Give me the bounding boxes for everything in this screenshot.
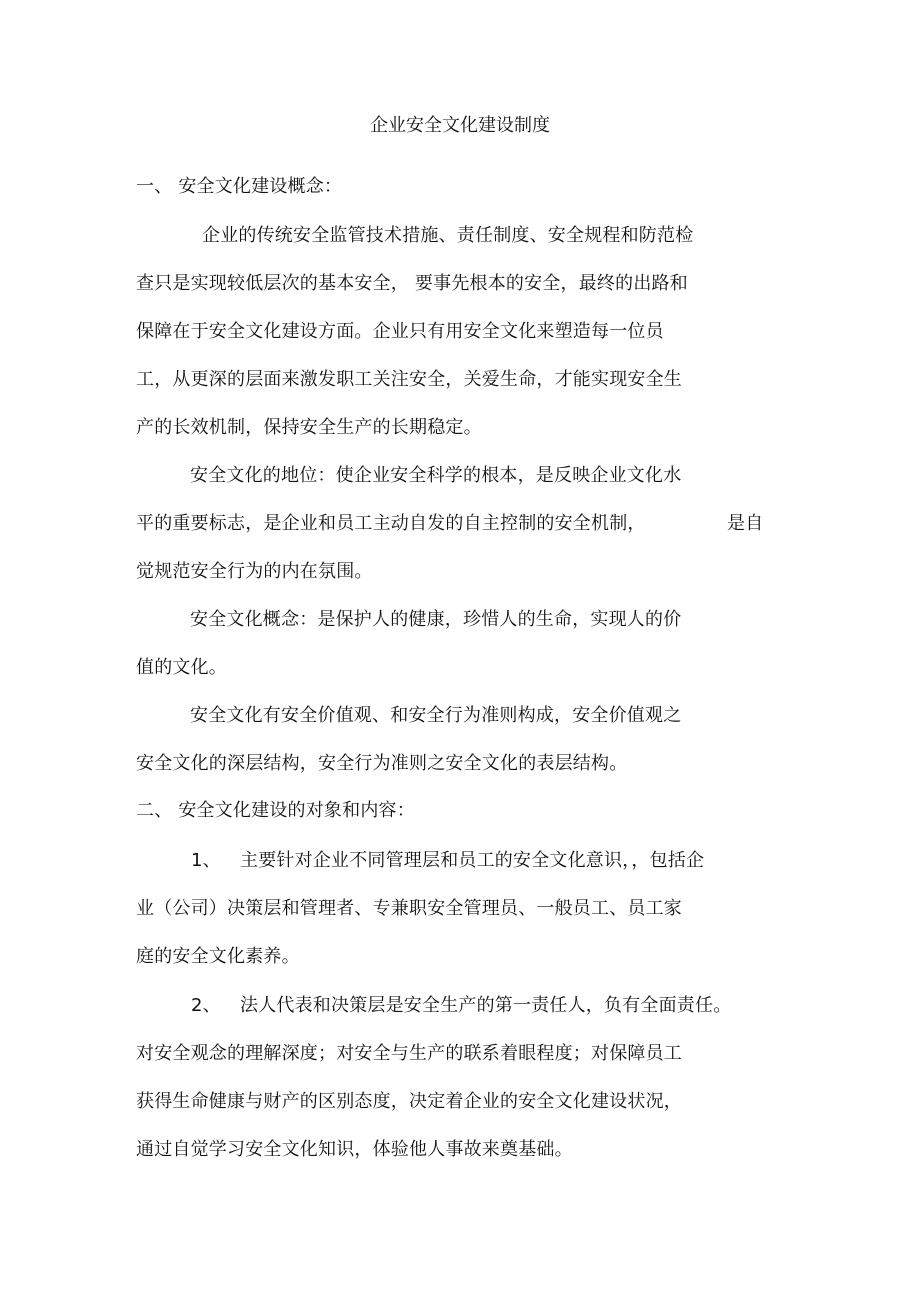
- paragraph-line: 主要针对企业不同管理层和员工的安全文化意识，，包括企: [240, 850, 705, 871]
- paragraph-line: 觉规范安全行为的内在氛围。: [136, 561, 373, 582]
- paragraph-line: 平的重要标志，是企业和员工主动自发的自主控制的安全机制，: [136, 513, 646, 534]
- paragraph-line: 对安全观念的理解深度；对安全与生产的联系着眼程度；对保障员工: [136, 1043, 682, 1064]
- paragraph-line: 查只是实现较低层次的基本安全， 要事先根本的安全，最终的出路和: [136, 273, 688, 294]
- paragraph-line-fragment: 是自: [727, 513, 764, 534]
- paragraph-line: 安全文化的深层结构，安全行为准则之安全文化的表层结构。: [136, 753, 628, 774]
- paragraph-line: 庭的安全文化素养。: [136, 946, 300, 967]
- paragraph-line: 产的长效机制，保持安全生产的长期稳定。: [136, 417, 482, 438]
- paragraph-line: 安全文化有安全价值观、和安全行为准则构成，安全价值观之: [190, 705, 682, 726]
- list-number: 1、: [191, 850, 221, 871]
- paragraph-line: 业（公司）决策层和管理者、专兼职安全管理员、一般员工、员工家: [136, 898, 682, 919]
- paragraph-line: 通过自觉学习安全文化知识，体验他人事故来奠基础。: [136, 1139, 573, 1160]
- paragraph-line: 保障在于安全文化建设方面。企业只有用安全文化来塑造每一位员: [136, 321, 664, 342]
- paragraph-line: 获得生命健康与财产的区别态度，决定着企业的安全文化建设状况，: [136, 1091, 682, 1112]
- list-number: 2、: [191, 995, 221, 1016]
- paragraph-line: 法人代表和决策层是安全生产的第一责任人，负有全面责任。: [240, 995, 732, 1016]
- paragraph-line: 安全文化概念：是保护人的健康，珍惜人的生命，实现人的价: [190, 609, 682, 630]
- paragraph-line: 企业的传统安全监管技术措施、责任制度、安全规程和防范检: [202, 225, 694, 246]
- paragraph-line: 工，从更深的层面来激发职工关注安全，关爱生命，才能实现安全生: [136, 369, 682, 390]
- section-heading-1: 一、 安全文化建设概念：: [136, 176, 343, 197]
- paragraph-line: 安全文化的地位：使企业安全科学的根本，是反映企业文化水: [190, 465, 682, 486]
- paragraph-line: 值的文化。: [136, 657, 227, 678]
- section-heading-2: 二、 安全文化建设的对象和内容：: [136, 800, 415, 821]
- document-title: 企业安全文化建设制度: [370, 115, 550, 136]
